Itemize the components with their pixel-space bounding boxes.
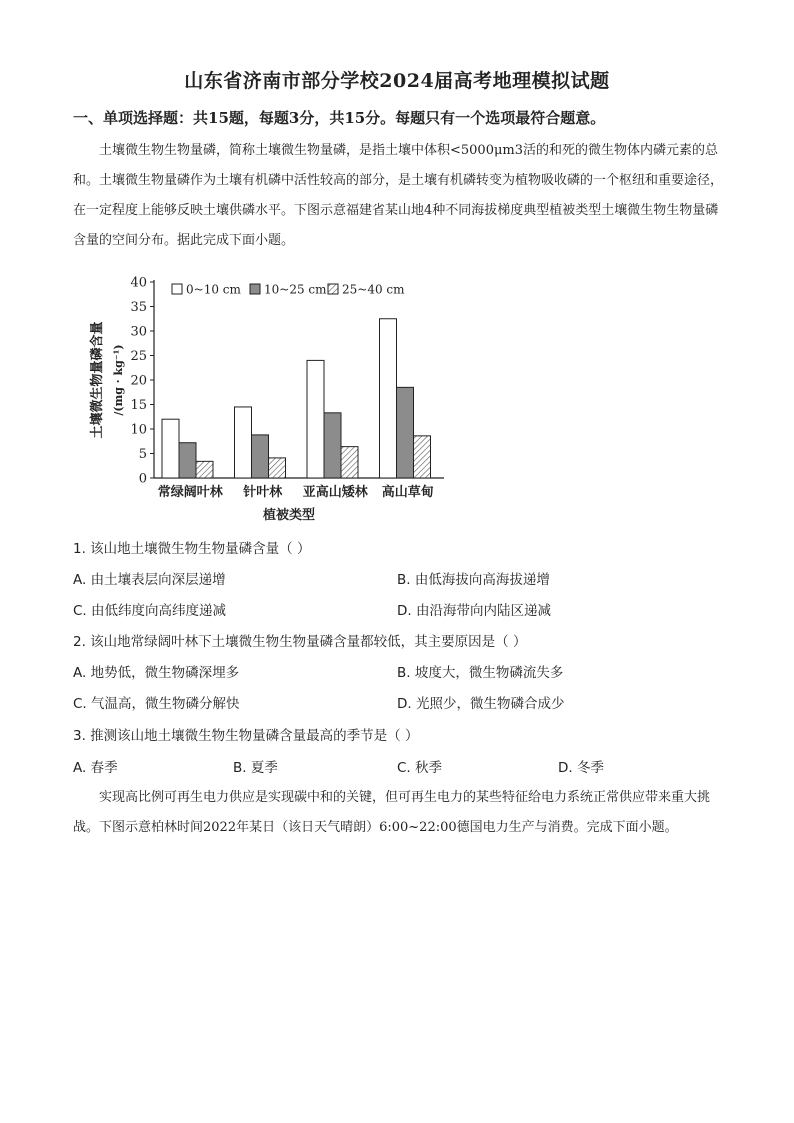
- question-3-option-b[interactable]: B. 夏季: [233, 760, 278, 776]
- x-category-label-3: 高山草甸: [381, 485, 434, 500]
- x-axis-label: 植被类型: [262, 508, 316, 523]
- question-2-option-b[interactable]: B. 坡度大，微生物磷流失多: [397, 665, 564, 681]
- question-2-option-a[interactable]: A. 地势低，微生物磷深埋多: [73, 665, 240, 681]
- question-2-stem: 2. 该山地常绿阔叶林下土壤微生物生物量磷含量都较低，其主要原因是（ ）: [73, 634, 527, 650]
- bar-0-2: [196, 461, 213, 478]
- question-1-option-b[interactable]: B. 由低海拔向高海拔递增: [397, 572, 550, 588]
- bar-0-1: [179, 443, 196, 478]
- legend-label-2: 25~40 cm: [342, 282, 405, 297]
- question-3-option-c[interactable]: C. 秋季: [397, 760, 443, 776]
- y-tick-label-4: 20: [130, 373, 147, 389]
- legend-label-0: 0~10 cm: [186, 282, 241, 297]
- question-3-option-a[interactable]: A. 春季: [73, 760, 118, 776]
- bar-0-0: [162, 419, 179, 478]
- section-heading: 一、单项选择题：共15题，每题3分，共15分。每题只有一个选项最符合题意。: [73, 109, 606, 127]
- legend-swatch-2: [328, 284, 338, 294]
- legend-label-1: 10~25 cm: [264, 282, 327, 297]
- y-tick-label-1: 5: [138, 447, 147, 462]
- y-axis-unit: /(mg · kg⁻¹): [112, 344, 125, 416]
- question-3-stem: 3. 推测该山地土壤微生物生物量磷含量最高的季节是（ ）: [73, 728, 419, 744]
- question-2-option-c[interactable]: C. 气温高，微生物磷分解快: [73, 696, 240, 712]
- question-1-option-a[interactable]: A. 由土壤表层向深层递增: [73, 572, 226, 588]
- bar-3-1: [397, 387, 414, 478]
- question-1-option-d[interactable]: D. 由沿海带向内陆区递减: [397, 603, 551, 619]
- y-tick-label-3: 15: [130, 398, 147, 413]
- y-tick-label-0: 0: [138, 471, 147, 487]
- y-tick-label-8: 40: [130, 275, 147, 291]
- y-tick-label-7: 35: [130, 300, 147, 315]
- question-1-option-c[interactable]: C. 由低纬度向高纬度递减: [73, 603, 227, 619]
- y-tick-label-6: 30: [130, 324, 147, 340]
- bar-3-0: [380, 319, 397, 478]
- bar-chart: [84, 270, 454, 530]
- legend-swatch-1: [250, 284, 260, 294]
- page-title: 山东省济南市部分学校2024届高考地理模拟试题: [184, 70, 610, 92]
- bar-2-2: [341, 447, 358, 478]
- x-category-label-0: 常绿阔叶林: [157, 485, 223, 500]
- bar-2-1: [324, 413, 341, 478]
- y-tick-label-2: 10: [130, 422, 147, 438]
- x-category-label-1: 针叶林: [243, 485, 283, 500]
- question-3-option-d[interactable]: D. 冬季: [558, 760, 604, 776]
- question-2-option-d[interactable]: D. 光照少，微生物磷合成少: [397, 696, 565, 712]
- bar-1-2: [269, 458, 286, 478]
- bar-chart-svg: [84, 270, 454, 530]
- legend-swatch-0: [172, 284, 182, 294]
- intro-paragraph-2: 实现高比例可再生电力供应是实现碳中和的关键，但可再生电力的某些特征给电力系统正常供应带来重大挑战。下图示意柏林时间2022年某日（该日天气晴朗）6:00~22:00德国电力生产与消费。完成下面小题。: [73, 790, 711, 835]
- bar-3-2: [414, 436, 431, 478]
- x-category-label-2: 亚高山矮林: [302, 485, 368, 500]
- intro-paragraph-1: 土壤微生物生物量磷，简称土壤微生物量磷，是指土壤中体积<5000μm3活的和死的微生物体内磷元素的总和。土壤微生物量磷作为土壤有机磷中活性较高的部分，是土壤有机磷转变为植物吸收磷的一个枢纽和重要途径，在一定程度上能够反映土壤供磷水平。下图示意福建省某山地4种不同海拔梯度典型植被类型土壤微生物生物量磷含量的空间分布。据此完成下面小题。: [73, 143, 724, 248]
- question-1-stem: 1. 该山地土壤微生物生物量磷含量（ ）: [73, 541, 311, 557]
- y-tick-label-5: 25: [130, 349, 147, 364]
- bar-1-1: [252, 435, 269, 478]
- bar-1-0: [235, 407, 252, 478]
- y-axis-label: 土壤微生物量磷含量: [90, 321, 105, 439]
- bar-2-0: [307, 360, 324, 478]
